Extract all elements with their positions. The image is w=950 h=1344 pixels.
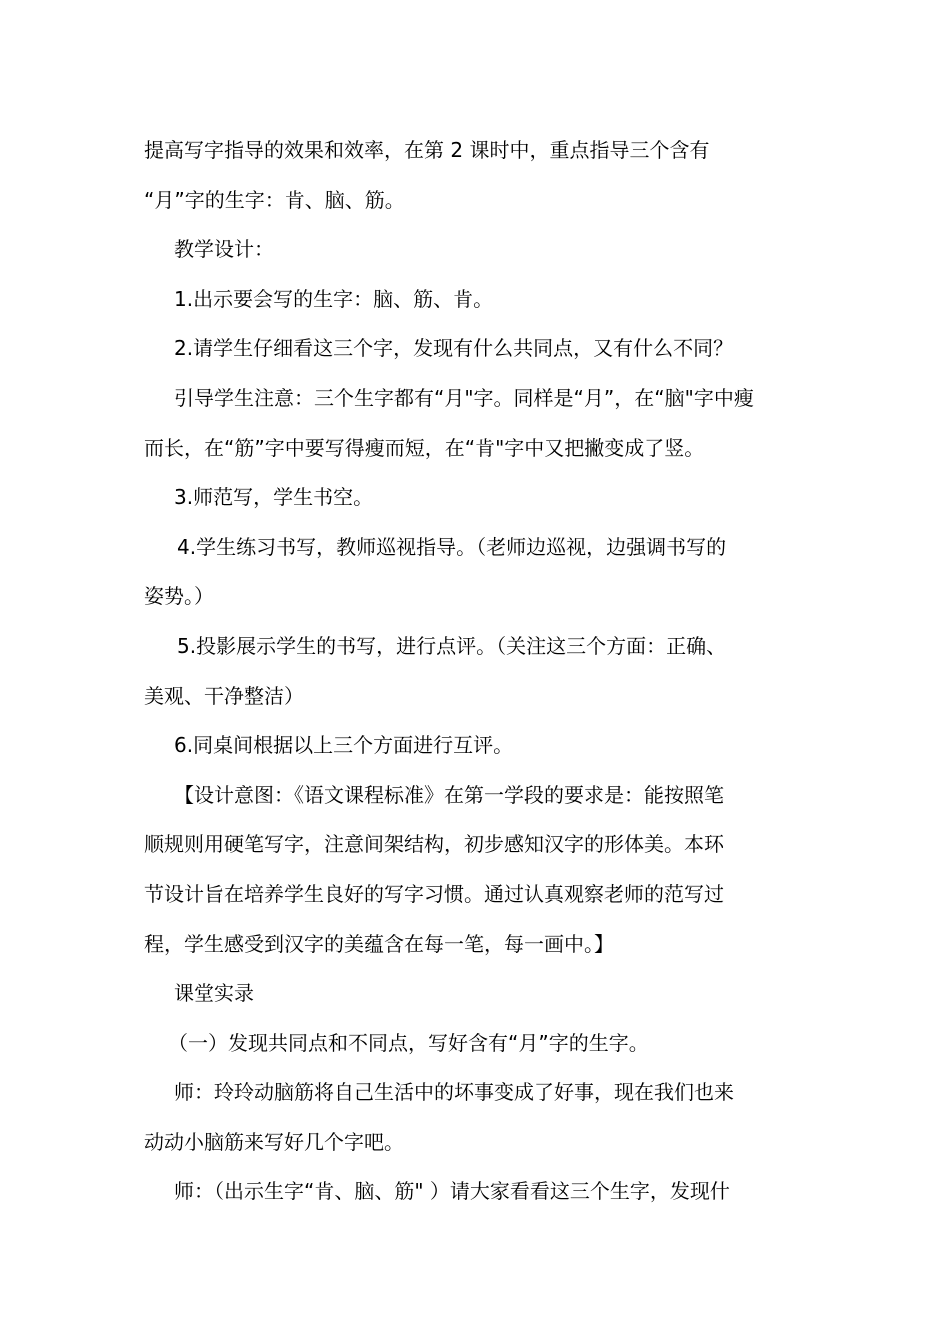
text-line: 1.出示要会写的生字：脑、筋、肯。 xyxy=(174,286,494,311)
document-body xyxy=(144,126,808,1217)
text-line: 师：玲玲动脑筋将自己生活中的坏事变成了好事，现在我们也来 xyxy=(174,1080,734,1105)
text-line: 【设计意图：《语文课程标准》在第一学段的要求是：能按照笔 xyxy=(174,782,724,807)
section-heading: 课堂实录 xyxy=(174,981,254,1006)
text-line: 2.请学生仔细看这三个字，发现有什么共同点，又有什么不同？ xyxy=(174,336,734,361)
text-line: 顺规则用硬笔写字，注意间架结构，初步感知汉字的形体美。本环 xyxy=(144,832,724,857)
text-line: 程，学生感受到汉字的美蕴含在每一笔，每一画中。】 xyxy=(144,931,614,956)
text-line: 4.学生练习书写，教师巡视指导。（老师边巡视，边强调书写的 xyxy=(177,534,727,559)
text-line: 而长，在“筋”字中要写得瘦而短，在“肯"字中又把撇变成了竖。 xyxy=(144,435,705,460)
text-line: 师：（出示生字“肯、脑、筋" ）请大家看看这三个生字，发现什 xyxy=(174,1179,730,1204)
text-line: 6.同桌间根据以上三个方面进行互评。 xyxy=(174,733,514,758)
text-line: 美观、干净整洁） xyxy=(144,683,304,708)
text-line: “月”字的生字：肯、脑、筋。 xyxy=(144,187,405,212)
text-line: （一）发现共同点和不同点，写好含有“月”字的生字。 xyxy=(168,1030,649,1055)
text-line: 节设计旨在培养学生良好的写字习惯。通过认真观察老师的范写过 xyxy=(144,881,724,906)
text-line: 提高写字指导的效果和效率，在第 2 课时中，重点指导三个含有 xyxy=(144,138,710,162)
text-line: 姿势。） xyxy=(144,584,214,609)
text-line: 引导学生注意：三个生字都有“月"字。同样是“月”，在“脑"字中瘦 xyxy=(174,385,754,410)
text-line: 动动小脑筋来写好几个字吧。 xyxy=(144,1129,404,1154)
text-line: 5.投影展示学生的书写，进行点评。（关注这三个方面：正确、 xyxy=(177,633,727,658)
text-line: 3.师范写，学生书空。 xyxy=(174,485,374,510)
text-line: 教学设计： xyxy=(174,237,274,262)
